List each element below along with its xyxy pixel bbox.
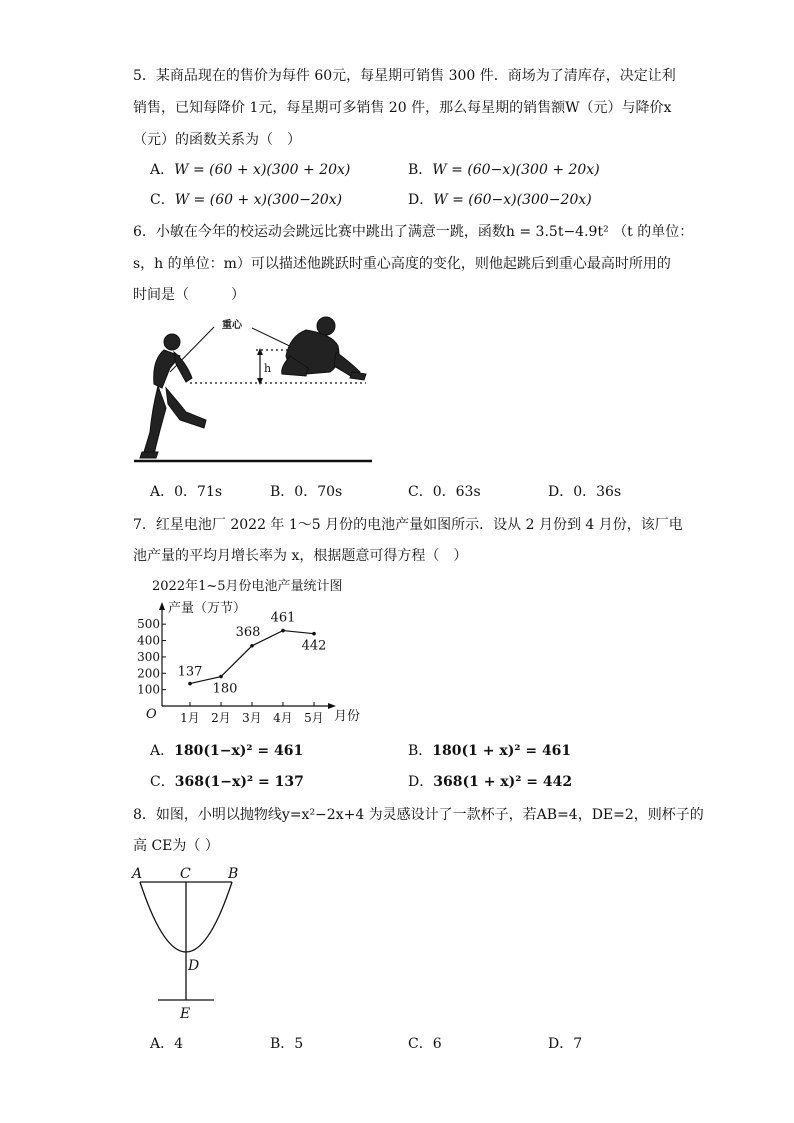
takeoff-jumper <box>140 334 206 458</box>
q7-option-a[interactable]: A．180(1−x)² = 461 <box>150 743 304 759</box>
chart-point <box>281 629 285 633</box>
q6-line-3: 时间是（ ） <box>133 287 245 303</box>
chart-x-tick-label: 2月 <box>211 711 231 725</box>
q7-line-2: 池产量的平均月增长率为 x，根据题意可得方程（ ） <box>133 548 468 564</box>
chart-y-tick-label: 200 <box>137 666 160 681</box>
chart-x-tick-label: 3月 <box>242 711 262 725</box>
q8-line-2: 高 CE为（ ） <box>133 838 219 854</box>
q8-option-d[interactable]: D．7 <box>548 1036 583 1052</box>
h-label: h <box>264 362 272 375</box>
point-c-label: C <box>180 866 191 882</box>
chart-y-tick-label: 300 <box>137 649 160 664</box>
q7-option-d[interactable]: D．368(1 + x)² = 442 <box>408 774 573 790</box>
chart-x-tick-label: 4月 <box>273 711 293 725</box>
point-e-label: E <box>180 1006 191 1022</box>
long-jump-figure <box>130 312 380 467</box>
airborne-jumper <box>282 317 366 380</box>
q6-option-c[interactable]: C．0．63s <box>408 484 481 500</box>
q5-line-1: 5．某商品现在的售价为每件 60元，每星期可销售 300 件．商场为了清库存，决定让利 <box>133 68 676 84</box>
chart-point <box>219 675 223 679</box>
q5-option-b[interactable]: B．W = (60−x)(300 + 20x) <box>408 162 600 178</box>
point-a-label: A <box>132 866 143 882</box>
chart-ylabel: 产量（万节） <box>168 601 247 616</box>
q6-option-a[interactable]: A．0．71s <box>150 484 223 500</box>
q6-line-1: 6．小敏在今年的校运动会跳远比赛中跳出了满意一跳，函数h = 3.5t−4.9t² （t 的单位： <box>133 224 694 240</box>
point-d-label: D <box>188 958 200 974</box>
chart-point <box>188 682 192 686</box>
q8-option-b[interactable]: B．5 <box>270 1036 304 1052</box>
chart-origin: O <box>146 707 157 722</box>
chart-point <box>312 632 316 636</box>
chart-axes <box>159 602 336 709</box>
chart-title: 2022年1~5月份电池产量统计图 <box>152 579 343 594</box>
cup-figure <box>128 860 248 1022</box>
center-of-gravity-label: 重心 <box>222 320 242 331</box>
chart-y-axis-arrow <box>159 602 165 610</box>
q5-line-2: 销售，已知每降价 1元，每星期可多销售 20 件，那么每星期的销售额W（元）与降价x <box>133 100 672 116</box>
q8-option-c[interactable]: C．6 <box>408 1036 442 1052</box>
chart-data-label: 368 <box>235 624 261 640</box>
chart-xlabel: 月份 <box>334 709 361 724</box>
chart-data-label: 461 <box>270 610 296 626</box>
chart-data-label: 442 <box>301 638 327 654</box>
q5-option-c[interactable]: C．W = (60 + x)(300−20x) <box>150 192 343 208</box>
q5-line-3: （元）的函数关系为（ ） <box>133 132 301 148</box>
chart-data-label: 180 <box>212 681 238 697</box>
point-b-label: B <box>228 866 239 882</box>
q7-option-b[interactable]: B．180(1 + x)² = 461 <box>408 743 572 759</box>
q6-option-d[interactable]: D．0．36s <box>548 484 622 500</box>
chart-x-tick-label: 5月 <box>304 711 324 725</box>
q5-option-a[interactable]: A．W = (60 + x)(300 + 20x) <box>150 162 351 178</box>
q8-line-1: 8．如图，小明以抛物线y=x²−2x+4 为灵感设计了一款杯子，若AB=4，DE=2，则杯子的 <box>133 807 704 823</box>
chart-x-tick-label: 1月 <box>180 711 200 725</box>
q5-option-d[interactable]: D．W = (60−x)(300−20x) <box>408 192 592 208</box>
chart-data-labels <box>178 611 327 697</box>
q7-line-1: 7．红星电池厂 2022 年 1～5 月份的电池产量如图所示．设从 2 月份到 4 月份，该厂电 <box>133 517 683 533</box>
battery-production-chart <box>130 570 380 730</box>
chart-data-label: 137 <box>177 664 203 680</box>
chart-y-tick-label: 400 <box>137 633 160 648</box>
q6-option-b[interactable]: B．0．70s <box>270 484 343 500</box>
chart-point <box>250 644 254 648</box>
chart-y-tick-label: 500 <box>137 617 160 632</box>
q8-option-a[interactable]: A．4 <box>150 1036 184 1052</box>
q6-line-2: s，h 的单位：m）可以描述他跳跃时重心高度的变化，则他起跳后到重心最高时所用的 <box>133 256 671 272</box>
chart-y-tick-label: 100 <box>137 682 160 697</box>
q7-option-c[interactable]: C．368(1−x)² = 137 <box>150 774 304 790</box>
